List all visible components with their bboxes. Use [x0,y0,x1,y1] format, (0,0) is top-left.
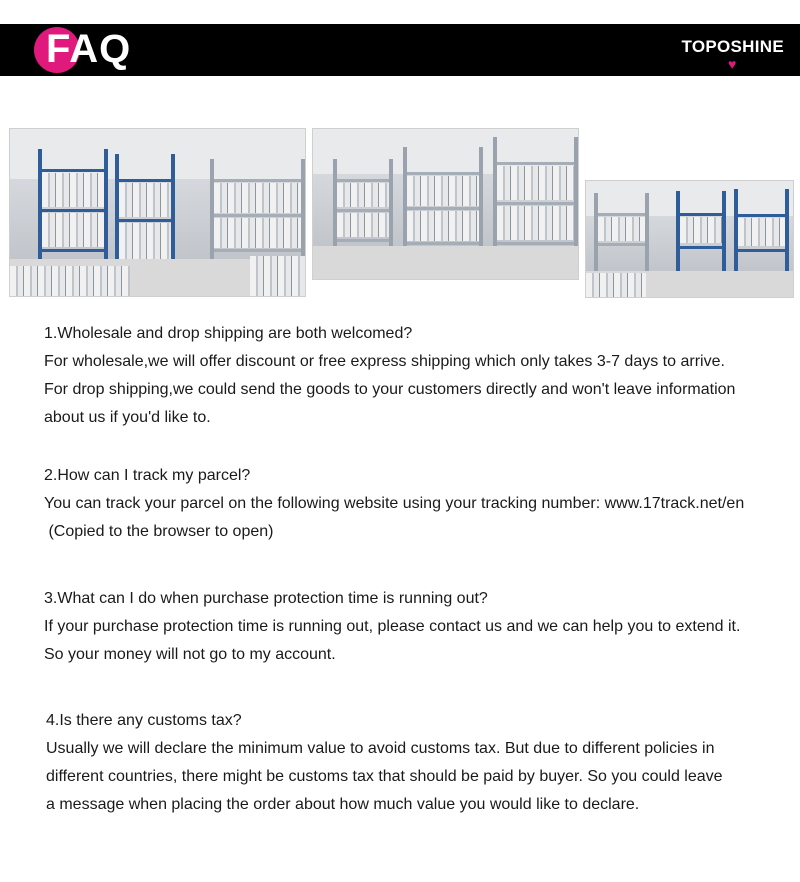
faq-answer-line: If your purchase protection time is running out, please contact us and we can help you to extend it. [44,618,741,635]
faq-answer-line: a message when placing the order about how much value you would like to declare. [46,796,640,813]
heart-icon: ♥ [728,56,737,72]
faq-answer-line: (Copied to the browser to open) [44,523,274,540]
faq-question: 1.Wholesale and drop shipping are both welcomed? [44,325,413,342]
warehouse-photo-1 [9,128,306,297]
faq-answer-line: Usually we will declare the minimum value to avoid customs tax. But due to different policies in [46,740,715,757]
faq-answer-line: So your money will not go to my account. [44,646,336,663]
faq-question: 2.How can I track my parcel? [44,467,251,484]
faq-item-1 [44,320,774,432]
faq-header-bar [0,24,800,76]
faq-item-3 [44,585,774,669]
faq-answer-line: about us if you'd like to. [44,409,211,426]
warehouse-photo-3 [585,180,794,298]
faq-item-2 [44,462,774,546]
faq-question: 3.What can I do when purchase protection time is running out? [44,590,488,607]
faq-answer-line: For drop shipping,we could send the goods to your customers directly and won't leave information [44,381,736,398]
faq-title: FAQ [46,27,132,71]
brand-name: TOPOSHINE [681,37,784,56]
faq-answer-line: For wholesale,we will offer discount or free express shipping which only takes 3-7 days to arrive. [44,353,725,370]
warehouse-photo-2 [312,128,579,280]
faq-answer-line: You can track your parcel on the following website using your tracking number: www.17track.net/en [44,495,745,512]
faq-item-4 [46,707,776,819]
faq-answer-line: different countries, there might be customs tax that should be paid by buyer. So you could leave [46,768,723,785]
faq-question: 4.Is there any customs tax? [46,712,242,729]
